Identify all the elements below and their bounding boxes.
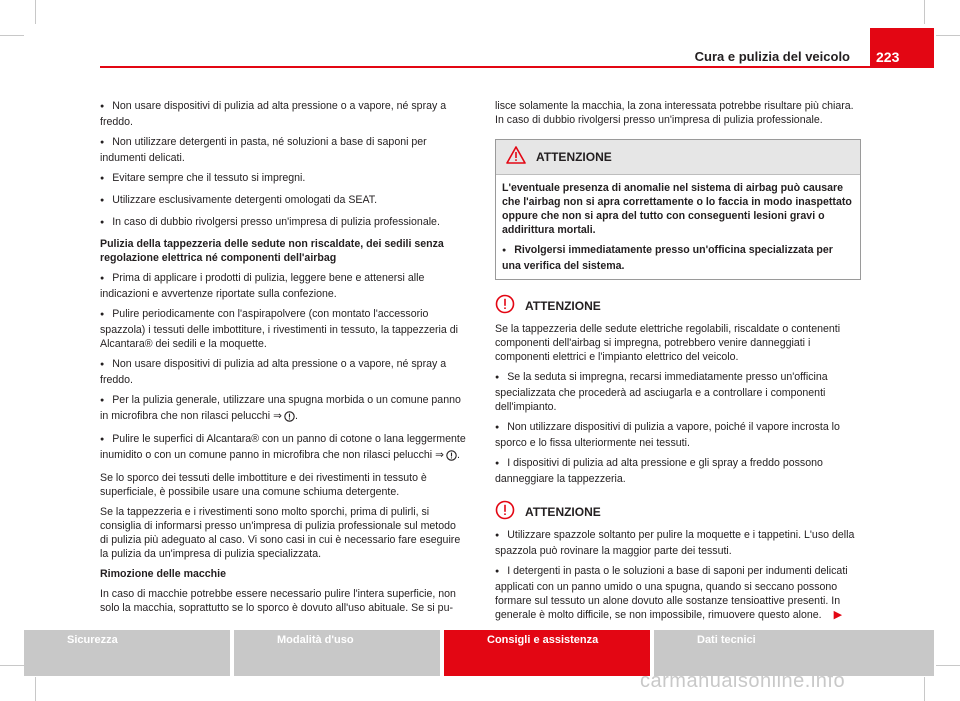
- warning-box-text: L'eventuale presenza di anomalie nel sistema di airbag può causare che l'airbag non si apra correttamente o lo faccia in modo inaspettato oppure che non si apra del tutto con conseguenti lesioni gravi o addirittura mortali.: [502, 182, 852, 236]
- caution-reference-icon[interactable]: [284, 411, 295, 426]
- caution-2-bullet: ● Utilizzare spazzole soltanto per pulire la moquette e i tappetini. L'uso della spazzola può rovinare la maggior parte dei tessuti.: [495, 528, 861, 558]
- footer-tab-modalita-uso[interactable]: Modalità d'uso: [234, 630, 440, 676]
- body-paragraph: Se lo sporco dei tessuti delle imbottiture e dei rivestimenti in tessuto è superficiale, è possibile usare una comune schiuma detergente.: [100, 472, 427, 498]
- crop-mark: [924, 0, 925, 24]
- bullet-text: Per la pulizia generale, utilizzare una spugna morbida o un comune panno in microfibra che non rilasci pelucchi ⇒: [100, 394, 461, 422]
- bullet-item: ● Non utilizzare detergenti in pasta, né soluzioni a base di saponi per indumenti delicati.: [100, 135, 466, 165]
- crop-mark: [35, 0, 36, 24]
- bullet-item: ● Pulire periodicamente con l'aspirapolvere (con montato l'accessorio spazzola) i tessuti delle imbottiture, i rivestimenti in tessuto, la tappezzeria di Alcantara® dei sedili e la moquette.: [100, 307, 466, 351]
- caution-header-2: [495, 500, 861, 524]
- bullet-item: ● Utilizzare esclusivamente detergenti omologati da SEAT.: [100, 193, 466, 209]
- crop-mark: [35, 677, 36, 701]
- footer-tab-sicurezza[interactable]: Sicurezza: [24, 630, 230, 676]
- header-rule: [100, 66, 934, 68]
- section-heading: Pulizia della tappezzeria delle sedute non riscaldate, dei sedili senza regolazione elettrica né componenti dell'airbag: [100, 238, 444, 264]
- caution-2-last-bullet: [495, 564, 861, 622]
- crop-mark: [0, 665, 24, 666]
- caution-2-bullet: ● I detergenti in pasta o le soluzioni a base di saponi per indumenti delicati applicati con un panno umido o una spugna, quando si seccano possono formare sul tessuto un alone dovuto alle sostanze tensioattive presenti. In generale è molto difficile, se non impossibile, rimuovere questo alone.: [495, 565, 848, 621]
- footer-tab-dati-tecnici[interactable]: Dati tecnici: [654, 630, 934, 676]
- caution-reference-icon[interactable]: [446, 450, 457, 465]
- caution-1-bullet: ● Se la seduta si impregna, recarsi immediatamente presso un'officina specializzata che procederà ad asciugarla e a controllare i componenti dell'impianto.: [495, 370, 861, 414]
- warning-box-title: ATTENZIONE: [536, 150, 612, 164]
- crop-mark: [924, 677, 925, 701]
- caution-1-bullet: ● Non utilizzare dispositivi di pulizia a vapore, poiché il vapore incrosta lo sporco e lo fissa ulteriormente nei tessuti.: [495, 420, 861, 450]
- bullet-item: ● Non usare dispositivi di pulizia ad alta pressione o a vapore, né spray a freddo.: [100, 99, 466, 129]
- bullet-item: ● In caso di dubbio rivolgersi presso un'impresa di pulizia professionale.: [100, 215, 466, 231]
- crop-mark: [936, 665, 960, 666]
- body-paragraph: Se la tappezzeria e i rivestimenti sono molto sporchi, prima di pulirli, si consiglia di informarsi presso un'impresa di pulizia professionale sul metodo di pulizia più adeguato al caso. Vi sono casi in cui è necessario fare eseguire la pulizia da un'impresa di pulizia specializzata.: [100, 506, 461, 560]
- right-column: [495, 99, 861, 628]
- crop-mark: [0, 35, 24, 36]
- intro-paragraph: lisce solamente la macchia, la zona interessata potrebbe risultare più chiara. In caso di dubbio rivolgersi presso un'impresa di pulizia professionale.: [495, 100, 854, 126]
- bullet-item: [100, 393, 466, 426]
- airbag-warning-box: [495, 139, 861, 280]
- left-column: [100, 99, 466, 621]
- caution-block-2: [495, 500, 861, 622]
- crop-mark: [936, 35, 960, 36]
- caution-circle-icon: [495, 294, 515, 318]
- section-heading: Rimozione delle macchie: [100, 568, 226, 580]
- caution-title-2: ATTENZIONE: [525, 505, 601, 519]
- warning-triangle-icon: [506, 146, 526, 168]
- warning-box-bullet: ● Rivolgersi immediatamente presso un'officina specializzata per una verifica del sistema.: [502, 243, 854, 273]
- page-number: 223: [870, 28, 934, 66]
- warning-box-body: [496, 175, 860, 279]
- bullet-text: Pulire le superfici di Alcantara® con un panno di cotone o lana leggermente inumidito o con un comune panno in microfibra che non rilasci pelucchi ⇒: [100, 433, 466, 461]
- body-paragraph: In caso di macchie potrebbe essere necessario pulire l'intera superficie, non solo la macchia, soprattutto se lo sporco è dovuto all'uso abituale. Se si pu-: [100, 588, 456, 614]
- bullet-item: ● Prima di applicare i prodotti di pulizia, leggere bene e attenersi alle indicazioni e avvertenze riportate sulla confezione.: [100, 271, 466, 301]
- caution-text-1: Se la tappezzeria delle sedute elettriche regolabili, riscaldate o contenenti componenti dell'airbag si impregna, potrebbero venire danneggiati i componenti elettrici e l'impianto elettrico del veicolo.: [495, 323, 841, 363]
- caution-header-1: [495, 294, 861, 318]
- caution-circle-icon: [495, 500, 515, 524]
- bullet-suffix: .: [456, 449, 460, 461]
- caution-block-1: [495, 294, 861, 486]
- bullet-suffix: .: [294, 410, 298, 422]
- bullet-item: [100, 432, 466, 465]
- continue-arrow-icon[interactable]: ▶︎: [833, 609, 843, 621]
- bullet-item: ● Non usare dispositivi di pulizia ad alta pressione o a vapore, né spray a freddo.: [100, 357, 466, 387]
- caution-1-bullet: ● I dispositivi di pulizia ad alta pressione e gli spray a freddo possono danneggiare la tappezzeria.: [495, 456, 861, 486]
- caution-title-1: ATTENZIONE: [525, 299, 601, 313]
- section-title: Cura e pulizia del veicolo: [694, 49, 850, 64]
- warning-box-header: [496, 140, 860, 175]
- bullet-item: ● Evitare sempre che il tessuto si impregni.: [100, 171, 466, 187]
- watermark: carmanualsonline.info: [640, 670, 846, 692]
- footer-tab-consigli-assistenza[interactable]: Consigli e assistenza: [444, 630, 650, 676]
